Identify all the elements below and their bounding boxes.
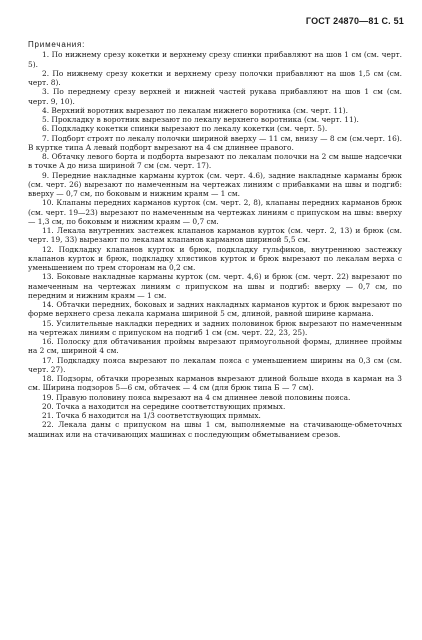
note-12: 12. Подкладку клапанов курток и брюк, подкладку гульфиков, внутреннюю застежку клапанов курток и брюк, подкладку хлястиков курток и брюк вырезают по лекалам верха с уменьшением по трем сторонам на 0,2 см. xyxy=(28,244,402,272)
note-18: 18. Подзоры, обтачки прорезных карманов вырезают длиной больше входа в карман на 3 см. Ширина подзоров 5—6 см, обтачек — 4 см (для брюк типа Б — 7 см). xyxy=(28,374,402,393)
note-5: 5. Прокладку в воротник вырезают по лекалу верхнего воротника (см. черт. 11). xyxy=(42,115,359,124)
note-11: 11. Лекала внутренних застежек клапанов карманов курток (см. черт. 2, 13) и брюк (см. черт. 19, 33) вырезают по лекалам клапанов карманов шириной 5,5 см. xyxy=(28,226,402,245)
note-6: 6. Подкладку кокетки спинки вырезают по лекалу кокетки (см. черт. 5). xyxy=(42,124,328,134)
note-19: 19. Правую половину пояса вырезают на 4 см длиннее левой половины пояса. xyxy=(42,392,351,402)
note-3: 3. По переднему срезу верхней и нижней частей рукава прибавляют на шов 1 см (см. черт. 9, 10). xyxy=(28,87,402,106)
note-10: 10. Клапаны передних карманов курток (см. черт. 2, 8), клапаны передних карманов брюк (см. черт. 19—23) вырезают по намеченным на чертежах линиям с припуском на швы: вверху — 1,3 см, по боковым и нижним краям — 0,7 см. xyxy=(28,198,402,226)
note-4: 4. Верхний воротник вырезают по лекалам нижнего воротника (см. черт. 11). xyxy=(42,105,349,115)
note-17: 17. Подкладку пояса вырезают по лекалам пояса с уменьшением ширины на 0,3 см (см. черт. 27). xyxy=(28,355,402,374)
note-7: 7. Подборт строят по лекалу полочки шириной вверху — 11 см, внизу — 8 см (см.черт. 16). В куртке типа А левый подборт вырезают на 4 см длиннее правого. xyxy=(28,133,402,152)
note-2: 2. По нижнему срезу кокетки и верхнему срезу полочки прибавляют на шов 1,5 см (см. черт. 8). xyxy=(28,68,402,87)
note-1: 1. По нижнему срезу кокетки и верхнему срезу спинки прибавляют на шов 1 см (см. черт. 5). xyxy=(28,50,402,69)
note-9: 9. Передние накладные карманы курток (см. черт. 4.6), задние накладные карманы брюк (см. черт. 26) вырезают по намеченным на чертежах линиям с прибавками на швы и подгиб: вверху — 0,7 см, по боковым и нижним краям — 1 см. xyxy=(28,170,402,198)
page-header: ГОСТ 24870—81 С. 51 xyxy=(305,16,404,26)
note-14: 14. Обтачки передних, боковых и задних накладных карманов курток и брюк вырезают по форме верхнего среза лекала кармана шириной 5 см, длиной, равной ширине кармана. xyxy=(28,300,402,319)
document-body xyxy=(28,14,402,439)
note-22: 22. Лекала даны с припуском на швы 1 см, выполняемые на стачивающе-обметочных машинах или на стачивающих машинах с последующим обметыванием срезов. xyxy=(28,420,402,439)
note-16: 16. Полоску для обтачивания проймы вырезают прямоугольной формы, длиннее проймы на 2 см, шириной 4 см. xyxy=(28,337,402,356)
notes-title: Примечания: xyxy=(28,40,86,49)
note-15: 15. Усилительные накладки передних и задних половинок брюк вырезают по намеченным на чертежах линиям с припуском на подгиб 1 см (см. черт. 22, 23, 25). xyxy=(28,318,402,337)
note-21: 21. Точка б находится на 1/3 соответствующих прямых. xyxy=(42,411,261,420)
note-20: 20. Точка a находится на середине соответствующих прямых. xyxy=(42,401,286,411)
note-8: 8. Обтачку левого борта и подборта вырезают по лекалам полочки на 2 см выше надсечки в точке A до низа шириной 7 см (см. черт. 17). xyxy=(28,152,402,171)
note-13: 13. Боковые накладные карманы курток (см. черт. 4,6) и брюк (см. черт. 22) вырезают по намеченным на чертежах линиям с припуском на швы и подгиб: вверху — 0,7 см, по передним и нижним краям — 1 см. xyxy=(28,272,402,300)
